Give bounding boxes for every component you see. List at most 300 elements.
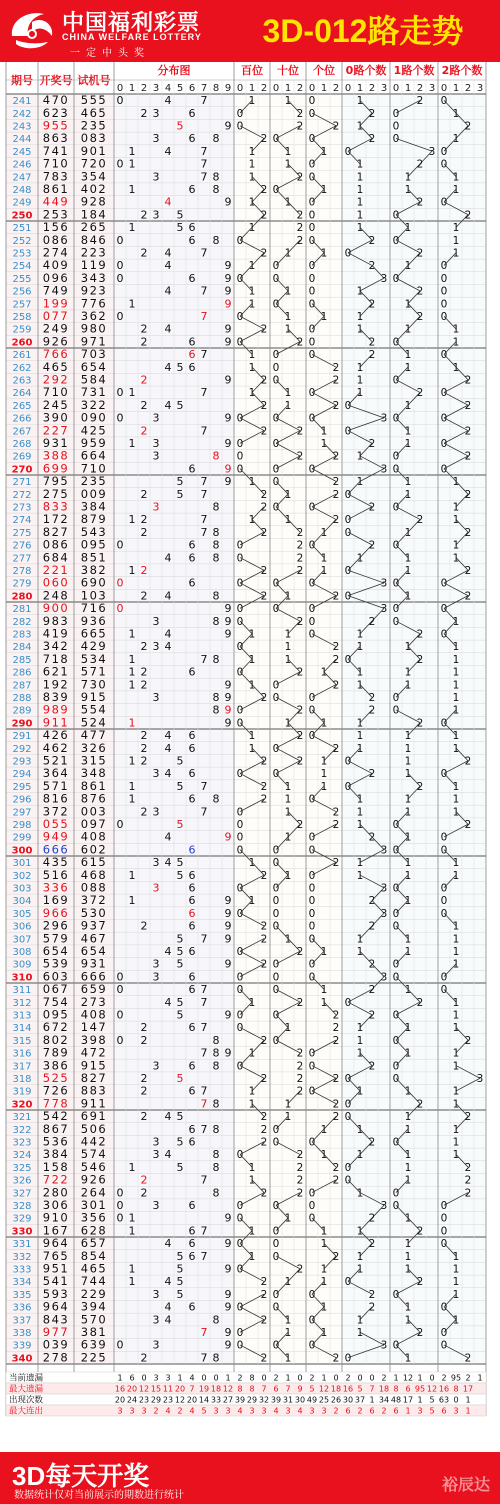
draw-number: 296 — [42, 918, 70, 933]
route-count-mark: 2 — [416, 95, 424, 108]
route-mark: 2 — [332, 857, 340, 870]
stat-value: 12 — [138, 1384, 150, 1394]
issue-number: 262 — [12, 362, 32, 374]
route-count-mark: 1 — [452, 946, 460, 958]
distribution-mark: 4 — [164, 551, 172, 565]
draw-number: 795 — [42, 474, 70, 489]
distribution-mark: 5 — [176, 932, 184, 946]
issue-number: 338 — [12, 1328, 32, 1339]
route-count-mark: 1 — [356, 387, 364, 400]
distribution-mark: 5 — [176, 119, 184, 133]
route-mark: 0 — [236, 1022, 244, 1035]
route-count-mark: 2 — [368, 501, 376, 514]
route-mark: 0 — [308, 107, 316, 120]
distribution-mark: 1 — [128, 1275, 136, 1289]
route-count-mark: 0 — [440, 628, 448, 641]
route-count-mark: 2 — [416, 780, 424, 793]
distribution-mark: 0 — [116, 271, 124, 285]
distribution-mark: 5 — [176, 945, 184, 958]
distribution-mark: 4 — [164, 1110, 172, 1124]
distribution-mark: 5 — [176, 221, 184, 235]
route-count-mark: 2 — [464, 819, 472, 831]
route-mark: 1 — [320, 552, 328, 565]
route-mark: 1 — [284, 323, 292, 336]
route-count-mark: 0 — [392, 412, 400, 425]
stat-value: 1 — [177, 1373, 183, 1383]
distribution-mark: 4 — [164, 856, 172, 870]
distribution-mark: 4 — [164, 284, 172, 298]
issue-number: 321 — [12, 1112, 32, 1124]
route-count-mark: 0 — [344, 755, 352, 768]
issue-number: 337 — [12, 1315, 32, 1327]
distribution-mark: 8 — [212, 792, 220, 806]
route-mark: 0 — [308, 920, 316, 933]
issue-header: 期号 — [11, 74, 33, 87]
route-count-mark: 1 — [404, 1161, 412, 1174]
stat-value: 0 — [213, 1373, 219, 1383]
stat-value: 26 — [330, 1395, 342, 1405]
route-mark: 1 — [284, 869, 292, 882]
draw-number: 525 — [42, 1071, 70, 1085]
distribution-mark: 1 — [128, 1160, 136, 1174]
draw-number: 462 — [42, 740, 70, 755]
issue-number: 313 — [12, 1010, 32, 1022]
route-count-mark: 1 — [452, 641, 460, 654]
route-mark: 2 — [332, 1009, 340, 1022]
route-count-mark: 0 — [392, 1136, 400, 1149]
route-mark: 0 — [272, 1136, 280, 1149]
route-mark: 1 — [284, 247, 292, 260]
test-number: 915 — [80, 690, 108, 704]
route-mark: 0 — [272, 184, 280, 196]
dist-digit-label: 5 — [176, 83, 184, 94]
route-mark: 2 — [260, 1187, 268, 1200]
count-digit-label: 2 — [368, 83, 376, 94]
stat-value: 2 — [381, 1373, 387, 1383]
route-count-mark: 1 — [356, 666, 364, 679]
route-count-mark: 1 — [404, 552, 412, 565]
distribution-mark: 0 — [116, 1211, 124, 1225]
dist-digit-label: 8 — [212, 83, 220, 94]
distribution-mark: 6 — [188, 1224, 196, 1238]
route-mark: 1 — [248, 95, 256, 108]
distribution-mark: 2 — [140, 919, 148, 933]
route-count-mark: 0 — [392, 1073, 400, 1085]
route-count-mark: 1 — [404, 1123, 412, 1136]
issue-number: 333 — [12, 1264, 32, 1276]
route-mark: 2 — [296, 1187, 304, 1200]
route-mark: 2 — [296, 1073, 304, 1085]
issue-number: 301 — [12, 858, 32, 870]
route-count-mark: 1 — [356, 819, 364, 831]
stat-value: 17 — [402, 1395, 414, 1405]
distribution-mark: 6 — [188, 462, 196, 476]
route-count-mark: 0 — [344, 145, 352, 158]
route-count-mark: 1 — [356, 1327, 364, 1339]
route-mark: 2 — [296, 1263, 304, 1276]
route-mark: 2 — [260, 133, 268, 146]
brand-slogan: 一定中头奖 — [70, 48, 150, 59]
test-header: 试机号 — [77, 74, 111, 87]
test-number: 097 — [80, 817, 108, 831]
stat-value: 2 — [381, 1406, 387, 1416]
route-count-mark: 1 — [404, 361, 412, 374]
distribution-mark: 0 — [116, 1008, 124, 1022]
route-count-mark: 1 — [452, 666, 460, 679]
route-count-mark: 2 — [368, 984, 376, 997]
draw-number: 292 — [42, 372, 70, 387]
issue-number: 325 — [12, 1162, 32, 1174]
draw-number: 710 — [42, 385, 70, 400]
issue-number: 265 — [12, 400, 32, 412]
route-mark: 2 — [296, 171, 304, 184]
distribution-mark: 1 — [128, 157, 136, 171]
issue-number: 269 — [12, 451, 32, 463]
stat-value: 2 — [237, 1373, 243, 1383]
distribution-mark: 9 — [224, 411, 232, 425]
distribution-mark: 9 — [224, 322, 232, 336]
route-count-mark: 1 — [452, 692, 460, 704]
distribution-mark: 8 — [212, 132, 220, 146]
distribution-mark: 6 — [188, 970, 196, 984]
watermark: 裕辰达 — [441, 1477, 490, 1494]
distribution-mark: 2 — [140, 487, 148, 501]
route-mark: 0 — [272, 1200, 280, 1212]
stat-value: 8 — [453, 1384, 459, 1394]
distribution-mark: 6 — [188, 919, 196, 933]
distribution-mark: 1 — [128, 183, 136, 196]
route-count-mark: 2 — [416, 1098, 424, 1111]
route-count-mark: 2 — [416, 1225, 424, 1238]
route-count-mark: 1 — [452, 1060, 460, 1073]
test-number: 915 — [80, 1058, 108, 1073]
test-number: 851 — [80, 550, 108, 565]
stat-value: 5 — [429, 1406, 435, 1416]
issue-number: 340 — [11, 1353, 33, 1365]
distribution-mark: 1 — [128, 792, 136, 806]
route-mark: 0 — [272, 349, 280, 362]
issue-number: 318 — [12, 1074, 32, 1085]
brand-name: 中国福利彩票 — [62, 10, 201, 35]
stat-value: 4 — [273, 1406, 279, 1416]
test-number: 584 — [80, 372, 108, 387]
test-number: 776 — [80, 296, 108, 311]
test-number: 264 — [80, 1185, 108, 1200]
distribution-mark: 8 — [212, 652, 220, 666]
test-number: 465 — [80, 1261, 108, 1276]
route-count-mark: 1 — [356, 1149, 364, 1162]
route-count-mark: 1 — [452, 336, 460, 349]
draw-number: 977 — [42, 1325, 70, 1339]
distribution-mark: 9 — [224, 627, 232, 641]
route-mark: 2 — [260, 1034, 268, 1047]
draw-number: 227 — [42, 423, 70, 438]
route-count-mark: 1 — [356, 742, 364, 755]
distribution-mark: 3 — [152, 691, 160, 704]
route-digit-label: 1 — [320, 83, 328, 94]
route-mark: 0 — [236, 882, 244, 895]
route-count-mark: 3 — [380, 971, 388, 984]
route-mark: 0 — [272, 984, 280, 997]
route-mark: 1 — [248, 1225, 256, 1238]
route-mark: 0 — [272, 692, 280, 704]
test-number: 879 — [80, 512, 108, 527]
stat-value: 16 — [114, 1384, 126, 1394]
route-mark: 1 — [320, 768, 328, 781]
route-count-mark: 3 — [476, 1073, 484, 1085]
route-count-mark: 3 — [380, 603, 388, 616]
issue-number: 248 — [12, 185, 32, 196]
route-count-mark: 1 — [452, 780, 460, 793]
distribution-mark: 4 — [164, 246, 172, 260]
route-count-mark: 1 — [356, 946, 364, 958]
route-mark: 0 — [272, 857, 280, 870]
draw-number: 949 — [42, 829, 70, 844]
route-mark: 2 — [260, 399, 268, 412]
route-count-mark: 1 — [404, 869, 412, 882]
route-count-mark: 3 — [380, 412, 388, 425]
distribution-mark: 9 — [224, 906, 232, 920]
distribution-mark: 5 — [176, 868, 184, 882]
distribution-mark: 8 — [212, 525, 220, 539]
draw-number: 384 — [42, 1147, 70, 1162]
route-mark: 2 — [332, 1111, 340, 1124]
stat-value: 31 — [282, 1395, 294, 1405]
route-count-mark: 1 — [452, 476, 460, 489]
stat-value: 5 — [201, 1406, 207, 1416]
distribution-mark: 9 — [224, 1338, 232, 1352]
dist-digit-label: 3 — [152, 83, 160, 94]
stat-value: 8 — [393, 1384, 399, 1394]
route-count-mark: 1 — [452, 171, 460, 184]
distribution-mark: 6 — [188, 1199, 196, 1212]
route-mark: 1 — [284, 145, 292, 158]
stat-value: 1 — [465, 1395, 471, 1405]
distribution-mark: 6 — [188, 1135, 196, 1149]
draw-number: 245 — [42, 397, 70, 412]
route-count-mark: 1 — [404, 1085, 412, 1098]
distribution-mark: 7 — [200, 157, 208, 171]
route-mark: 2 — [332, 590, 340, 603]
route-mark: 0 — [272, 1250, 280, 1263]
test-number: 744 — [80, 1274, 108, 1289]
distribution-mark: 5 — [176, 475, 184, 489]
route-count-mark: 1 — [404, 1022, 412, 1035]
route-count-mark: 1 — [356, 209, 364, 222]
route-count-mark: 0 — [440, 831, 448, 844]
stat-value: 95 — [414, 1384, 426, 1394]
stat-value: 6 — [369, 1406, 375, 1416]
route-count-mark: 1 — [452, 222, 460, 235]
distribution-mark: 2 — [140, 564, 148, 577]
distribution-mark: 9 — [224, 1300, 232, 1314]
distribution-mark: 8 — [212, 1033, 220, 1047]
route-mark: 0 — [308, 1288, 316, 1301]
route-mark: 0 — [272, 1238, 280, 1251]
route-count-mark: 1 — [404, 679, 412, 692]
route-mark: 2 — [332, 1174, 340, 1187]
issue-number: 257 — [12, 299, 32, 311]
stat-label: 最大遗漏 — [9, 1384, 44, 1395]
distribution-mark: 2 — [140, 741, 148, 755]
distribution-mark: 7 — [200, 475, 208, 489]
route-mark: 1 — [284, 653, 292, 666]
distribution-mark: 8 — [212, 500, 220, 514]
distribution-mark: 4 — [164, 360, 172, 374]
draw-number: 158 — [42, 1159, 70, 1174]
route-mark: 0 — [236, 463, 244, 476]
stat-value: 4 — [297, 1406, 303, 1416]
distribution-mark: 3 — [152, 1287, 160, 1301]
route-count-mark: 0 — [344, 1352, 352, 1365]
route-mark: 2 — [332, 679, 340, 692]
route-mark: 2 — [332, 361, 340, 374]
stat-value: 48 — [390, 1395, 402, 1405]
distribution-mark: 8 — [212, 538, 220, 552]
test-number: 465 — [80, 105, 108, 120]
route-count-mark: 1 — [404, 222, 412, 235]
distribution-mark: 6 — [188, 983, 196, 997]
route-mark: 0 — [308, 615, 316, 628]
distribution-mark: 6 — [188, 106, 196, 120]
route-mark: 0 — [236, 1200, 244, 1212]
stat-value: 8 — [249, 1384, 255, 1394]
route-mark: 1 — [284, 285, 292, 298]
distribution-mark: 7 — [200, 1122, 208, 1136]
issue-number: 284 — [12, 642, 32, 654]
route-mark: 1 — [248, 476, 256, 489]
route-mark: 0 — [272, 298, 280, 311]
distribution-mark: 3 — [152, 640, 160, 654]
distribution-mark: 3 — [152, 132, 160, 146]
distribution-mark: 1 — [128, 386, 136, 400]
route-count-mark: 2 — [416, 996, 424, 1009]
route-mark: 0 — [236, 844, 244, 857]
distribution-mark: 6 — [188, 843, 196, 857]
stat-value: 4 — [237, 1406, 243, 1416]
stat-value: 2 — [153, 1406, 159, 1416]
route-count-mark: 0 — [344, 488, 352, 501]
route-mark: 2 — [260, 565, 268, 577]
dist-digit-label: 1 — [128, 83, 136, 94]
route-digit-label: 2 — [296, 83, 304, 94]
draw-number: 169 — [42, 893, 70, 908]
route-mark: 0 — [272, 438, 280, 450]
draw-number: 603 — [42, 969, 70, 984]
stat-value: 8 — [237, 1384, 243, 1394]
route-count-mark: 1 — [404, 1314, 412, 1327]
distribution-mark: 2 — [140, 1186, 148, 1200]
route-count-mark: 0 — [392, 819, 400, 831]
route-mark: 0 — [236, 666, 244, 679]
route-count-mark: 1 — [404, 946, 412, 958]
issue-number: 319 — [12, 1086, 32, 1098]
route-count-mark: 0 — [392, 374, 400, 387]
route-count-mark: 2 — [464, 590, 472, 603]
route-mark: 2 — [296, 1161, 304, 1174]
distribution-mark: 0 — [116, 538, 124, 552]
distribution-mark: 4 — [164, 995, 172, 1009]
route-mark: 1 — [248, 361, 256, 374]
route-mark: 2 — [332, 476, 340, 489]
route-count-mark: 0 — [440, 907, 448, 920]
route-count-mark: 1 — [356, 171, 364, 184]
distribution-mark: 8 — [212, 1351, 220, 1365]
distribution-mark: 0 — [116, 411, 124, 425]
draw-number: 465 — [42, 359, 70, 374]
route-count-mark: 0 — [440, 984, 448, 997]
draw-number: 039 — [42, 1337, 70, 1352]
footer-bar — [0, 1452, 500, 1504]
test-number: 408 — [80, 1007, 108, 1022]
route-mark: 2 — [260, 1288, 268, 1301]
route-mark: 1 — [248, 514, 256, 527]
route-mark: 0 — [236, 1212, 244, 1225]
route-mark: 1 — [284, 831, 292, 844]
distribution-mark: 3 — [152, 449, 160, 463]
draw-number: 167 — [42, 1223, 70, 1238]
route-mark: 1 — [320, 438, 328, 450]
draw-number: 983 — [42, 613, 70, 628]
route-count-mark: 1 — [404, 526, 412, 539]
distribution-mark: 5 — [176, 487, 184, 501]
draw-number: 248 — [42, 588, 70, 603]
issue-number: 243 — [12, 121, 32, 133]
issue-number: 294 — [12, 769, 32, 781]
route-count-mark: 2 — [464, 450, 472, 463]
dist-digit-label: 9 — [224, 83, 232, 94]
distribution-mark: 9 — [224, 1262, 232, 1276]
test-number: 382 — [80, 563, 108, 577]
stat-value: 3 — [129, 1406, 135, 1416]
route-count-mark: 2 — [368, 1136, 376, 1149]
draw-number: 192 — [42, 677, 70, 692]
distribution-mark: 2 — [140, 805, 148, 819]
test-number: 477 — [80, 728, 108, 743]
test-number: 265 — [80, 220, 108, 235]
distribution-mark: 2 — [140, 335, 148, 349]
issue-number: 273 — [12, 502, 32, 514]
stat-value: 20 — [126, 1384, 138, 1394]
route-count-mark: 0 — [392, 958, 400, 971]
route-mark: 0 — [308, 1339, 316, 1352]
route-count-mark: 2 — [368, 831, 376, 844]
distribution-mark: 6 — [188, 767, 196, 781]
route-mark: 0 — [272, 374, 280, 387]
distribution-mark: 5 — [176, 1008, 184, 1022]
route-mark: 2 — [296, 552, 304, 565]
distribution-mark: 4 — [164, 195, 172, 209]
route-count-mark: 2 — [368, 1060, 376, 1073]
route-count-mark: 1 — [452, 501, 460, 514]
issue-number: 320 — [11, 1099, 33, 1111]
count-digit-label: 2 — [416, 83, 424, 94]
distribution-mark: 3 — [152, 170, 160, 184]
distribution-mark: 8 — [212, 449, 220, 463]
route-mark: 0 — [272, 1288, 280, 1301]
route-mark: 0 — [272, 1009, 280, 1022]
draw-number: 964 — [42, 1236, 70, 1251]
distribution-mark: 2 — [140, 246, 148, 260]
distribution-mark: 4 — [164, 767, 172, 781]
route-mark: 1 — [320, 946, 328, 958]
issue-number: 280 — [11, 591, 33, 603]
stat-value: 0 — [297, 1373, 303, 1383]
route-mark: 2 — [260, 869, 268, 882]
route-mark: 1 — [320, 145, 328, 158]
route-count-mark: 1 — [452, 793, 460, 806]
route-mark: 0 — [272, 742, 280, 755]
